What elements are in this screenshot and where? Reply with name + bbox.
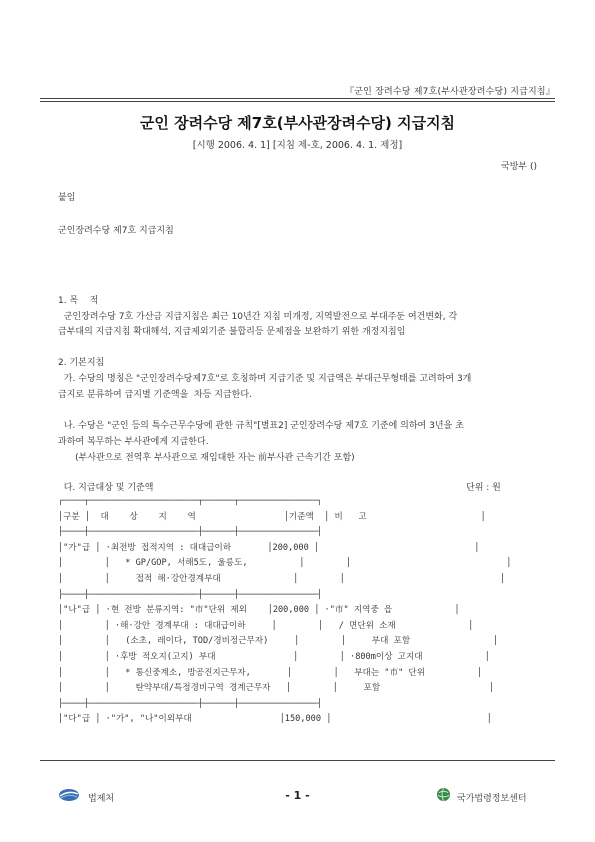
section-2b-line-2: 과하여 복무하는 부사관에게 지급한다. xyxy=(58,437,209,447)
header-rule xyxy=(40,98,555,99)
table-line: ├────┼─────────────────────┼──────┼───────────────┤ xyxy=(58,698,322,709)
attachment-label: 붙임 xyxy=(58,193,76,203)
section-2a-line-1: 가. 수당의 명칭은 "군인장려수당제7호"로 호칭하며 지급기준 및 지급액은 부대근무형태를 고려하여 3개 xyxy=(58,374,472,384)
table-line: │"나"급 │ ·현 전방 분류지역: "市"단위 제외 │200,000 │ ·"市" 지역중 읍 │ xyxy=(58,605,460,616)
ministry-label: 국방부 () xyxy=(501,162,537,172)
document-name: 군인장려수당 제7호 지급지침 xyxy=(58,226,174,236)
document-subtitle: [시행 2006. 4. 1] [지침 제-호, 2006. 4. 1. 제정] xyxy=(192,140,403,151)
table-line: ├────┼─────────────────────┼──────┼───────────────┤ xyxy=(58,589,322,600)
section-2c-heading: 다. 지급대상 및 기준액 xyxy=(58,483,154,493)
document-title: 군인 장려수당 제7호(부사관장려수당) 지급지침 xyxy=(139,114,456,132)
globe-icon xyxy=(436,787,451,802)
running-header: 『군인 장려수당 제7호(부사관장려수당) 지급지침』 xyxy=(345,87,555,97)
section-2-heading: 2. 기본지침 xyxy=(58,358,105,368)
table-line: ┌────┬─────────────────────┬──────┬───────────────┐ xyxy=(58,496,322,506)
table-line: │"다"급 │ ·"가", "나"이외부대 │150,000 │ │ xyxy=(58,714,492,725)
table-line: │ │ (소초, 레이다, TOD/경비정근무자) │ │ 부대 포함 │ xyxy=(58,636,499,647)
table-line: │ │ ·해·강안 경계부대 : 대대급이하 │ │ / 면단위 소재 │ xyxy=(58,620,474,631)
table-line: │구분 │ 대 상 지 역 │기준액 │ 비 고 │ xyxy=(58,511,486,522)
table-line: │ │ 접적 해·강안경계부대 │ │ │ xyxy=(58,573,506,584)
section-2b-line-3: (부사관으로 전역후 부사관으로 재임대한 자는 前부사관 근속기간 포함) xyxy=(58,453,355,463)
section-2b-line-1: 나. 수당은 "군인 등의 특수근무수당에 관한 규칙"[별표2] 군인장려수당 제7호 기준에 의하여 3년을 초 xyxy=(58,421,464,431)
table-line: │ │ ·후방 적오지(고지) 부대 │ │ ·800m이상 고지대 │ xyxy=(58,651,490,662)
table-line: │ │ 탄약부대/특정경비구역 경계근무자 │ │ 포함 │ xyxy=(58,683,495,694)
table-line: │ │ * GP/GOP, 서해5도, 울릉도, │ │ │ xyxy=(58,558,512,569)
footer-left-label: 법제처 xyxy=(88,794,115,804)
section-2a-line-2: 급지로 분류하여 급지별 기준액을 차등 지급한다. xyxy=(58,390,252,400)
footer-right-label: 국가법령정보센터 xyxy=(457,794,527,804)
table-line: │ │ * 통신중계소, 방공진지근무자, │ │ 부대는 "市" 단위 │ xyxy=(58,667,482,678)
unit-label: 단위 : 원 xyxy=(466,483,501,493)
allowance-table xyxy=(58,494,511,728)
footer-rule xyxy=(40,760,555,761)
table-line: │"가"급 │ ·최전방 접적지역 : 대대급이하 │200,000 │ │ xyxy=(58,542,480,553)
section-1-text-line-1: 군인장려수당 7호 가산금 지급지침은 최근 10년간 지침 미개정, 지역발전으로 부대주둔 여건변화, 각 xyxy=(58,312,458,322)
table-line: ├────┼─────────────────────┼──────┼───────────────┤ xyxy=(58,527,322,538)
page-number: - 1 - xyxy=(285,789,310,802)
section-1-text-line-2: 급부대의 지급지침 확대해석, 지급제외기준 불합리등 문제점을 보완하기 위한 개정지침임 xyxy=(58,327,406,337)
section-1-heading: 1. 목 적 xyxy=(58,296,99,306)
header-rule-2 xyxy=(40,101,555,102)
